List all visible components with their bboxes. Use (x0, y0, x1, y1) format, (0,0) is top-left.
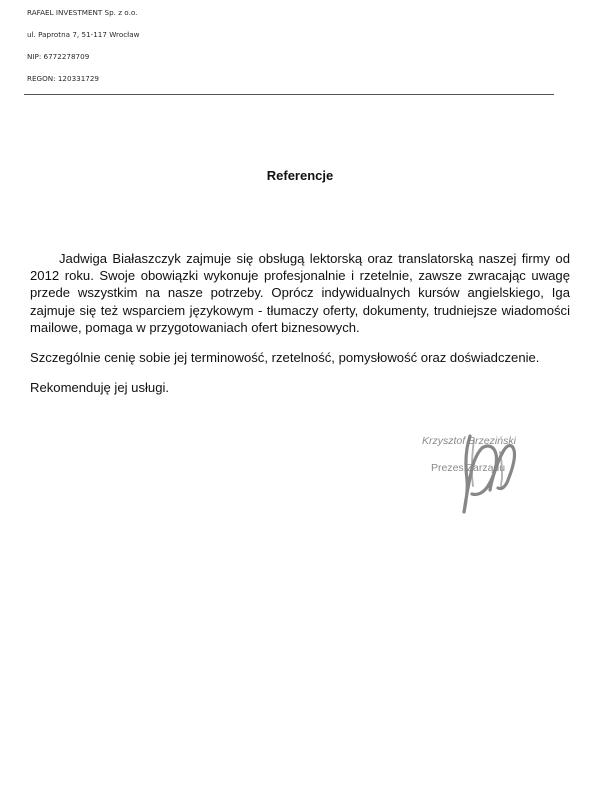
company-regon: REGON: 120331729 (27, 74, 100, 83)
header-divider (24, 94, 554, 95)
letter-body (30, 250, 570, 396)
stamp-role: Prezes Zarządu (431, 462, 506, 474)
signature-block (408, 430, 548, 520)
body-paragraph-1: Jadwiga Białaszczyk zajmuje się obsługą lektorską oraz translatorską naszej firmy od 2012 roku. Swoje obowiązki wykonuje profesjonalnie i rzetelnie, zawsze zwracając uwagę przede wszystkim na nasze potrzeby. Oprócz indywidualnych kursów angielskiego, Iga zajmuje się też wsparciem językowym - tłumaczy oferty, dokumenty, trudniejsze wiadomości mailowe, pomaga w przygotowaniach ofert biznesowych. (30, 251, 570, 335)
handwritten-signature (408, 430, 548, 520)
company-header (27, 8, 427, 96)
body-paragraph-2: Szczególnie cenię sobie jej terminowość, rzetelność, pomysłowość oraz doświadczenie. (30, 350, 540, 366)
stamp-name: Krzysztof Brzeziński (422, 435, 516, 447)
company-nip: NIP: 6772278709 (27, 52, 90, 61)
document-title: Referencje (266, 168, 334, 183)
company-address: ul. Paprotna 7, 51-117 Wrocław (27, 30, 140, 39)
body-paragraph-3: Rekomenduję jej usługi. (30, 380, 170, 396)
company-name: RAFAEL INVESTMENT Sp. z o.o. (27, 8, 138, 17)
